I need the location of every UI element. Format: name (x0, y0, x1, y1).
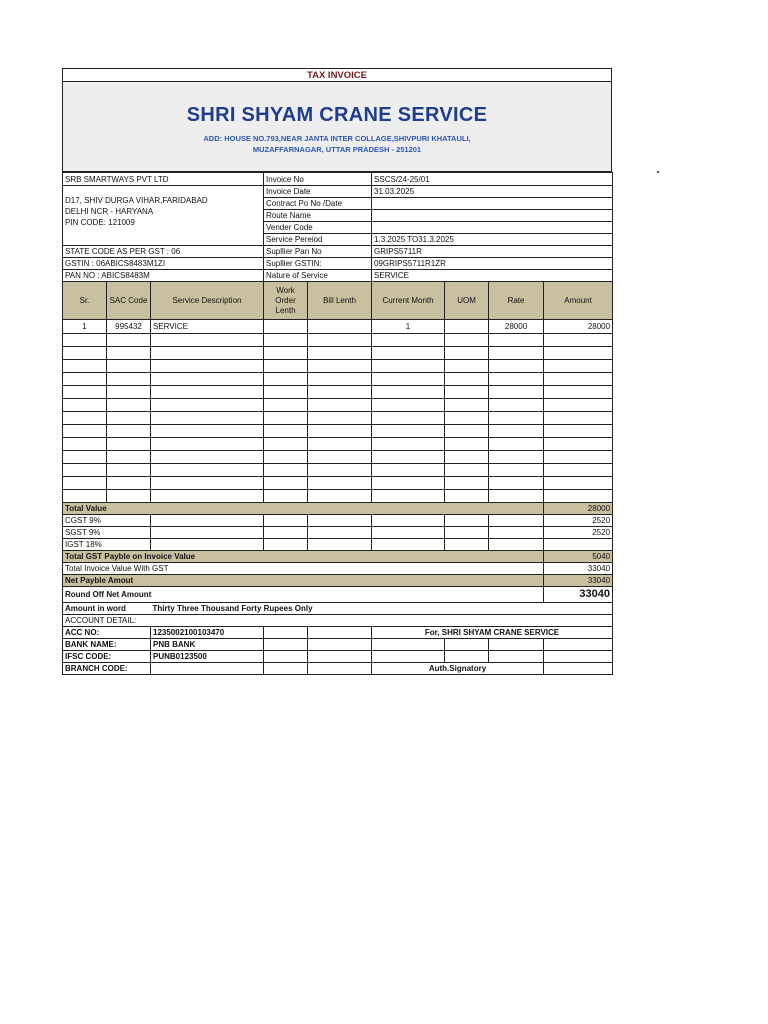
detail-label: Nature of Service (264, 270, 372, 282)
total-value-row (63, 503, 613, 515)
round-off-row (63, 587, 613, 603)
bank-name-label: BANK NAME: (63, 639, 151, 651)
empty-cell (151, 438, 264, 451)
empty-cell (107, 334, 151, 347)
empty-cell (372, 373, 445, 386)
total-value-label: Total Value (63, 503, 544, 515)
buyer-address-block (63, 186, 264, 234)
empty-cell (107, 399, 151, 412)
empty-cell (489, 464, 544, 477)
table-row (63, 438, 613, 451)
empty-cell (151, 399, 264, 412)
empty-cell (308, 490, 372, 503)
company-name: SHRI SHYAM CRANE SERVICE (186, 104, 488, 126)
empty-cell (489, 334, 544, 347)
empty-cell (63, 373, 107, 386)
buyer-address-1: D17, SHIV DURGA VIHAR,FARIDABAD (65, 196, 208, 205)
item-amount: 28000 (544, 320, 613, 334)
stray-mark (657, 171, 659, 173)
empty-cell (264, 347, 308, 360)
empty-cell (308, 386, 372, 399)
empty-cell (107, 360, 151, 373)
empty-cell (63, 399, 107, 412)
empty-cell (264, 425, 308, 438)
buyer-spacer (63, 234, 264, 246)
empty-cell (308, 425, 372, 438)
col-bill-length: Bill Lenth (308, 282, 372, 320)
items-header-row (63, 282, 613, 320)
empty-cell (489, 412, 544, 425)
empty-cell (445, 373, 489, 386)
ifsc-label: IFSC CODE: (63, 651, 151, 663)
empty-cell (544, 360, 613, 373)
empty-cell (264, 399, 308, 412)
empty-cell (489, 386, 544, 399)
empty-cell (151, 347, 264, 360)
empty-cell (308, 373, 372, 386)
empty-cell (372, 425, 445, 438)
empty-cell (489, 373, 544, 386)
empty-cell (308, 399, 372, 412)
empty-cell (308, 334, 372, 347)
empty-cell (151, 412, 264, 425)
item-rate: 28000 (489, 320, 544, 334)
ifsc-code: PUNB0123500 (151, 651, 264, 663)
empty-cell (151, 490, 264, 503)
empty-cell (151, 360, 264, 373)
empty-cell (107, 425, 151, 438)
detail-value: 31.03.2025 (372, 186, 613, 198)
acc-no-row (63, 627, 613, 639)
table-row (63, 412, 613, 425)
empty-cell (445, 360, 489, 373)
detail-value: SSCS/24-25/01 (372, 173, 613, 186)
empty-cell (151, 451, 264, 464)
empty-cell (372, 360, 445, 373)
col-desc: Service Description (151, 282, 264, 320)
empty-cell (107, 451, 151, 464)
igst-row (63, 539, 613, 551)
empty-cell (63, 477, 107, 490)
empty-cell (544, 334, 613, 347)
empty-cell (63, 490, 107, 503)
col-sr: Sr. (63, 282, 107, 320)
gst-payable-label: Total GST Payble on Invoice Value (63, 551, 544, 563)
detail-value: SERVICE (372, 270, 613, 282)
amount-words: Thirty Three Thousand Forty Rupees Only (151, 603, 613, 615)
empty-cell (544, 425, 613, 438)
empty-cell (264, 334, 308, 347)
empty-cell (445, 412, 489, 425)
sgst-label: SGST 9% (63, 527, 151, 539)
empty-cell (372, 438, 445, 451)
detail-value: 09GRIPS5711R1ZR (372, 258, 613, 270)
table-row (63, 425, 613, 438)
empty-cell (63, 334, 107, 347)
item-sr: 1 (63, 320, 107, 334)
empty-cell (264, 464, 308, 477)
item-bill (308, 320, 372, 334)
acc-no: 1235002100103470 (151, 627, 264, 639)
igst-label: IGST 18% (63, 539, 151, 551)
empty-cell (544, 386, 613, 399)
bank-name-row (63, 639, 613, 651)
col-current-month: Current Month (372, 282, 445, 320)
empty-cell (372, 386, 445, 399)
empty-cell (544, 347, 613, 360)
empty-cell (372, 464, 445, 477)
col-work-order: Work Order Lenth (264, 282, 308, 320)
table-row (63, 464, 613, 477)
totals-table (62, 502, 613, 675)
empty-cell (151, 477, 264, 490)
empty-cell (489, 477, 544, 490)
empty-cell (445, 425, 489, 438)
empty-cell (308, 451, 372, 464)
item-sac: 995432 (107, 320, 151, 334)
detail-label: Supllier Pan No (264, 246, 372, 258)
empty-cell (107, 373, 151, 386)
invoice-title: TAX INVOICE (62, 68, 612, 82)
empty-cell (445, 464, 489, 477)
empty-cell (107, 438, 151, 451)
company-address (63, 133, 611, 155)
empty-cell (264, 490, 308, 503)
with-gst-value: 33040 (544, 563, 613, 575)
empty-cell (372, 399, 445, 412)
empty-cell (372, 334, 445, 347)
table-row (63, 347, 613, 360)
buyer-state-code: STATE CODE AS PER GST : 06 (63, 246, 264, 258)
address-line-1: ADD: HOUSE NO.793,NEAR JANTA INTER COLLAGE,SHIVPURI KHATAULI, (203, 134, 471, 143)
empty-cell (489, 360, 544, 373)
detail-value: 1.3.2025 TO31.3.2025 (372, 234, 613, 246)
table-row (63, 320, 613, 334)
igst-value (544, 539, 613, 551)
empty-cell (151, 464, 264, 477)
empty-cell (107, 347, 151, 360)
empty-cell (107, 412, 151, 425)
buyer-address-2: DELHI NCR - HARYANA (65, 207, 154, 216)
empty-cell (308, 412, 372, 425)
with-gst-row (63, 563, 613, 575)
empty-cell (308, 464, 372, 477)
sgst-row (63, 527, 613, 539)
empty-cell (63, 412, 107, 425)
empty-cell (63, 451, 107, 464)
empty-cell (489, 425, 544, 438)
gst-payable-row (63, 551, 613, 563)
buyer-gstin: GSTIN : 06ABICS8483M1ZI (63, 258, 264, 270)
table-row (63, 451, 613, 464)
empty-cell (445, 438, 489, 451)
empty-cell (63, 464, 107, 477)
empty-rows-table (62, 333, 613, 503)
round-off-value: 33040 (544, 587, 613, 603)
empty-cell (107, 477, 151, 490)
empty-cell (489, 451, 544, 464)
empty-cell (264, 438, 308, 451)
empty-cell (151, 373, 264, 386)
empty-cell (445, 399, 489, 412)
empty-cell (544, 438, 613, 451)
empty-cell (489, 399, 544, 412)
detail-label: Service Pereiod (264, 234, 372, 246)
empty-cell (264, 373, 308, 386)
empty-cell (107, 464, 151, 477)
empty-cell (445, 347, 489, 360)
invoice-table (62, 172, 613, 334)
sgst-value: 2520 (544, 527, 613, 539)
empty-cell (445, 490, 489, 503)
bank-name: PNB BANK (151, 639, 264, 651)
empty-cell (544, 373, 613, 386)
detail-value (372, 222, 613, 234)
col-sac: SAC Code (107, 282, 151, 320)
table-row (63, 386, 613, 399)
empty-cell (63, 438, 107, 451)
empty-cell (544, 412, 613, 425)
branch-code (151, 663, 264, 675)
col-amount: Amount (544, 282, 613, 320)
empty-cell (489, 490, 544, 503)
detail-label: Vender Code (264, 222, 372, 234)
empty-cell (372, 412, 445, 425)
auth-signatory: Auth.Signatory (372, 663, 544, 675)
amount-in-words-row (63, 603, 613, 615)
empty-cell (264, 412, 308, 425)
buyer-pin: PIN CODE: 121009 (65, 218, 135, 227)
detail-label: Invoice No (264, 173, 372, 186)
empty-cell (151, 425, 264, 438)
item-month: 1 (372, 320, 445, 334)
detail-label: Contract Po No /Date (264, 198, 372, 210)
net-payable-row (63, 575, 613, 587)
account-heading-row (63, 615, 613, 627)
table-row (63, 334, 613, 347)
item-desc: SERVICE (151, 320, 264, 334)
branch-row (63, 663, 613, 675)
empty-cell (544, 477, 613, 490)
detail-value (372, 210, 613, 222)
empty-cell (63, 425, 107, 438)
empty-cell (63, 360, 107, 373)
empty-cell (151, 386, 264, 399)
col-uom: UOM (445, 282, 489, 320)
empty-cell (372, 347, 445, 360)
empty-cell (445, 477, 489, 490)
empty-cell (544, 451, 613, 464)
empty-cell (372, 477, 445, 490)
empty-cell (308, 438, 372, 451)
empty-cell (308, 347, 372, 360)
item-work-order (264, 320, 308, 334)
table-row (63, 477, 613, 490)
empty-cell (308, 477, 372, 490)
empty-cell (372, 451, 445, 464)
detail-label: Supllier GSTIN: (264, 258, 372, 270)
empty-cell (63, 386, 107, 399)
cgst-value: 2520 (544, 515, 613, 527)
net-payable-value: 33040 (544, 575, 613, 587)
empty-cell (445, 451, 489, 464)
total-value: 28000 (544, 503, 613, 515)
gst-payable-value: 5040 (544, 551, 613, 563)
table-row (63, 360, 613, 373)
empty-cell (445, 334, 489, 347)
round-off-label: Round Off Net Amount (63, 587, 544, 603)
cgst-label: CGST 9% (63, 515, 151, 527)
for-company: For, SHRI SHYAM CRANE SERVICE (372, 627, 613, 639)
empty-cell (308, 360, 372, 373)
detail-label: Route Name (264, 210, 372, 222)
detail-value (372, 198, 613, 210)
table-row (63, 490, 613, 503)
empty-cell (445, 386, 489, 399)
table-row (63, 373, 613, 386)
acc-no-label: ACC NO: (63, 627, 151, 639)
empty-cell (264, 360, 308, 373)
empty-cell (264, 451, 308, 464)
empty-cell (107, 490, 151, 503)
buyer-pan: PAN NO : ABICS8483M (63, 270, 264, 282)
ifsc-row (63, 651, 613, 663)
empty-cell (372, 490, 445, 503)
empty-cell (151, 334, 264, 347)
empty-cell (264, 477, 308, 490)
empty-cell (264, 386, 308, 399)
item-uom (445, 320, 489, 334)
address-line-2: MUZAFFARNAGAR, UTTAR PRADESH - 251201 (252, 145, 422, 154)
empty-cell (489, 438, 544, 451)
branch-label: BRANCH CODE: (63, 663, 151, 675)
account-heading: ACCOUNT DETAIL: (63, 615, 613, 627)
empty-cell (63, 347, 107, 360)
invoice-sheet (62, 68, 612, 675)
empty-cell (489, 347, 544, 360)
table-row (63, 399, 613, 412)
detail-value: GRIPS5711R (372, 246, 613, 258)
empty-cell (544, 464, 613, 477)
amount-words-label: Amount in word (63, 603, 151, 615)
buyer-name: SRB SMARTWAYS PVT LTD (63, 173, 264, 186)
detail-label: Invoice Date (264, 186, 372, 198)
empty-cell (544, 490, 613, 503)
net-payable-label: Net Payble Amout (63, 575, 544, 587)
with-gst-label: Total Invoice Value With GST (63, 563, 544, 575)
col-rate: Rate (489, 282, 544, 320)
empty-cell (544, 399, 613, 412)
company-header (62, 82, 612, 172)
cgst-row (63, 515, 613, 527)
empty-cell (107, 386, 151, 399)
